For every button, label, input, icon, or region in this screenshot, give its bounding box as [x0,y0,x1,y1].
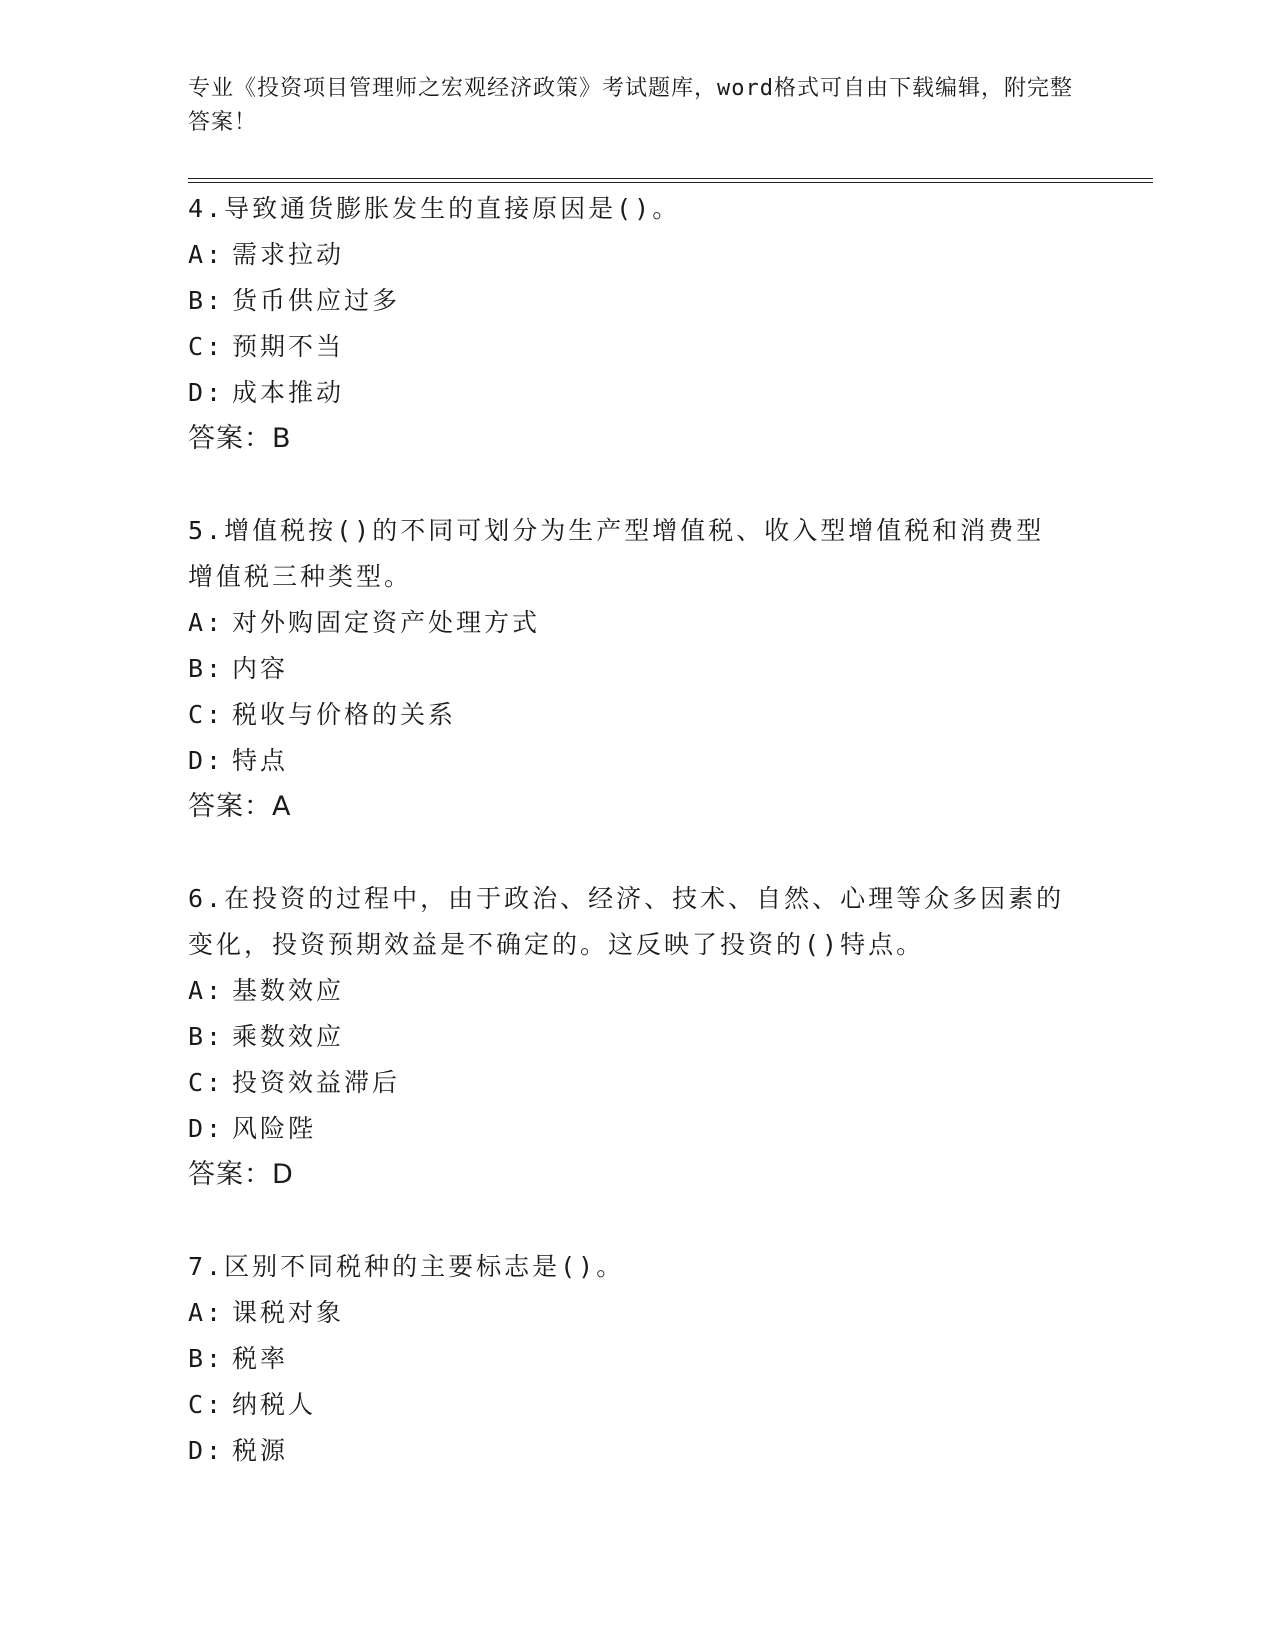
option-letter: D: [188,746,225,775]
option-d [188,1428,1068,1474]
option-text: 税率 [232,1344,289,1373]
header-rule-top [188,178,1153,179]
option-c [188,324,1068,370]
option-c [188,1382,1068,1428]
answer-label: 答案：B [188,423,292,454]
option-text: 内容 [232,654,289,683]
option-a [188,232,1068,278]
option-text: 投资效益滞后 [232,1068,401,1097]
option-letter: A: [188,608,225,637]
option-letter: D: [188,378,225,407]
option-letter: A: [188,976,225,1005]
option-letter: C: [188,332,225,361]
option-d [188,1106,1068,1152]
option-b [188,1014,1068,1060]
option-letter: B: [188,654,225,683]
option-letter: A: [188,240,225,269]
option-text: 成本推动 [232,378,345,407]
question-7 [188,1244,1068,1474]
question-list [188,186,1068,1520]
option-text: 基数效应 [232,976,345,1005]
option-text: 货币供应过多 [232,286,401,315]
option-text: 课税对象 [232,1298,345,1327]
option-text: 风险陛 [232,1114,317,1143]
option-text: 乘数效应 [232,1022,345,1051]
question-6 [188,876,1068,1198]
option-d [188,738,1068,784]
question-4 [188,186,1068,462]
option-b [188,646,1068,692]
option-text: 税源 [232,1436,289,1465]
option-c [188,1060,1068,1106]
answer-label: 答案：D [188,1159,294,1190]
question-stem: 5.增值税按()的不同可划分为生产型增值税、收入型增值税和消费型增值税三种类型。 [188,516,1045,591]
option-letter: B: [188,1022,225,1051]
option-b [188,278,1068,324]
option-c [188,692,1068,738]
option-text: 预期不当 [232,332,345,361]
header-intro: 专业《投资项目管理师之宏观经济政策》考试题库，word格式可自由下载编辑，附完整答案！ [188,76,1073,135]
option-letter: D: [188,1436,225,1465]
option-a [188,968,1068,1014]
option-a [188,600,1068,646]
option-text: 需求拉动 [232,240,345,269]
option-letter: B: [188,1344,225,1373]
question-stem: 6.在投资的过程中，由于政治、经济、技术、自然、心理等众多因素的变化，投资预期效益是不确定的。这反映了投资的()特点。 [188,884,1065,959]
question-stem: 4.导致通货膨胀发生的直接原因是()。 [188,194,681,223]
option-text: 特点 [232,746,289,775]
question-stem: 7.区别不同税种的主要标志是()。 [188,1252,625,1281]
option-text: 对外购固定资产处理方式 [232,608,541,637]
option-letter: B: [188,286,225,315]
option-letter: A: [188,1298,225,1327]
option-letter: D: [188,1114,225,1143]
option-a [188,1290,1068,1336]
option-text: 纳税人 [232,1390,317,1419]
option-text: 税收与价格的关系 [232,700,457,729]
option-d [188,370,1068,416]
option-letter: C: [188,700,225,729]
option-letter: C: [188,1390,225,1419]
option-b [188,1336,1068,1382]
option-letter: C: [188,1068,225,1097]
question-5 [188,508,1068,830]
header-rule-bottom [188,182,1153,183]
answer-label: 答案：A [188,791,292,822]
